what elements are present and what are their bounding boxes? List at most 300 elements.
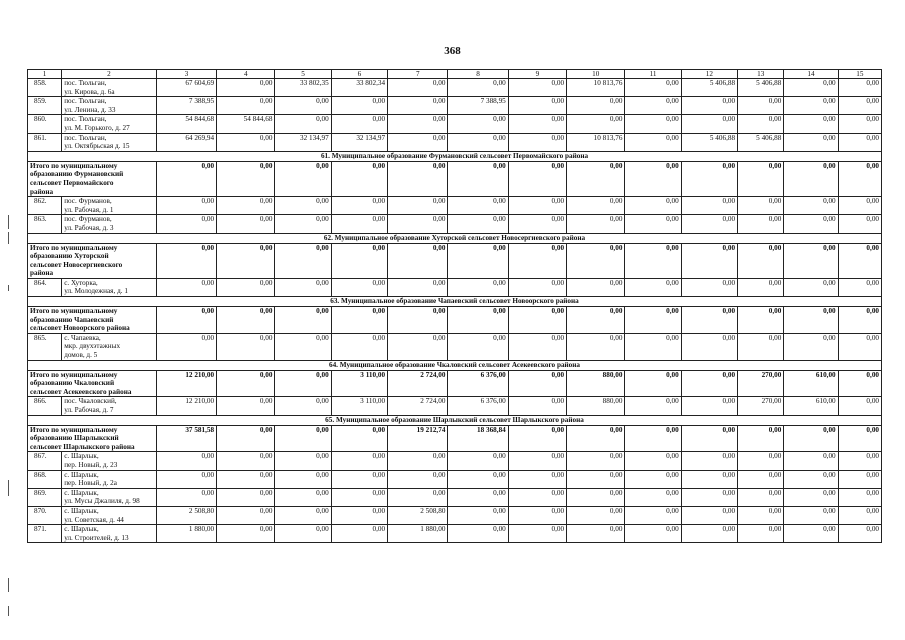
address-cell: пос. Чкаловский, ул. Рабочая, д. 7 [62,397,157,415]
table-row [28,452,882,470]
amount-cell: 0,00 [156,488,216,506]
amount-cell: 0,00 [567,470,625,488]
amount-cell: 0,00 [681,425,737,452]
amount-cell: 0,00 [275,333,331,360]
amount-cell: 0,00 [567,425,625,452]
column-number: 13 [738,70,784,79]
amount-cell: 0,00 [738,506,784,524]
amount-cell: 0,00 [508,161,566,196]
column-number: 12 [681,70,737,79]
amount-cell: 0,00 [738,470,784,488]
row-number: 871. [28,525,62,543]
amount-cell: 0,00 [217,470,275,488]
amount-cell: 0,00 [784,470,838,488]
amount-cell: 0,00 [388,470,448,488]
amount-cell: 0,00 [508,370,566,397]
subtotal-row [28,370,882,397]
amount-cell: 0,00 [681,115,737,133]
amount-cell: 0,00 [508,397,566,415]
amount-cell: 0,00 [681,97,737,115]
amount-cell: 0,00 [331,333,387,360]
amount-cell: 0,00 [508,333,566,360]
amount-cell: 6 376,00 [448,397,508,415]
amount-cell: 0,00 [838,370,881,397]
amount-cell: 12 210,00 [156,370,216,397]
column-number: 8 [448,70,508,79]
amount-cell: 0,00 [275,370,331,397]
amount-cell: 0,00 [508,197,566,215]
amount-cell: 19 212,74 [388,425,448,452]
amount-cell: 3 110,00 [331,397,387,415]
amount-cell: 0,00 [784,243,838,278]
amount-cell: 0,00 [784,115,838,133]
amount-cell: 0,00 [217,197,275,215]
amount-cell: 0,00 [331,506,387,524]
amount-cell: 270,00 [738,370,784,397]
amount-cell: 270,00 [738,397,784,415]
amount-cell: 0,00 [156,215,216,233]
amount-cell: 0,00 [331,470,387,488]
amount-cell: 0,00 [567,307,625,334]
column-number: 11 [625,70,681,79]
amount-cell: 0,00 [567,243,625,278]
amount-cell: 0,00 [156,243,216,278]
amount-cell: 0,00 [681,215,737,233]
amount-cell: 0,00 [838,525,881,543]
column-number: 15 [838,70,881,79]
amount-cell: 0,00 [331,525,387,543]
address-cell: с. Шарлык, ул. Мусы Джалиля, д. 98 [62,488,157,506]
amount-cell: 0,00 [217,425,275,452]
amount-cell: 0,00 [738,115,784,133]
amount-cell: 0,00 [625,397,681,415]
row-number: 864. [28,278,62,296]
scan-margin-mark [8,215,9,229]
amount-cell: 0,00 [838,397,881,415]
amount-cell: 0,00 [331,197,387,215]
amount-cell: 0,00 [508,452,566,470]
amount-cell: 0,00 [448,525,508,543]
subtotal-label: Итого по муниципальному образованию Чкаловский сельсовет Асекеевского района [28,370,157,397]
section-heading-row [28,360,882,370]
amount-cell: 0,00 [838,452,881,470]
amount-cell: 0,00 [275,307,331,334]
amount-cell: 0,00 [275,488,331,506]
amount-cell: 0,00 [331,278,387,296]
amount-cell: 0,00 [838,79,881,97]
row-number: 862. [28,197,62,215]
column-number: 10 [567,70,625,79]
section-heading-row [28,415,882,425]
row-number: 869. [28,488,62,506]
amount-cell: 0,00 [388,488,448,506]
amount-cell: 0,00 [784,425,838,452]
address-cell: пос. Тюльган, ул. Октябрьская д. 15 [62,133,157,151]
amount-cell: 0,00 [388,197,448,215]
amount-cell: 0,00 [448,115,508,133]
scan-margin-mark [8,232,9,244]
amount-cell: 0,00 [738,452,784,470]
amount-cell: 5 406,88 [681,133,737,151]
amount-cell: 0,00 [625,307,681,334]
amount-cell: 0,00 [448,333,508,360]
amount-cell: 0,00 [681,161,737,196]
amount-cell: 880,00 [567,370,625,397]
amount-cell: 0,00 [217,397,275,415]
amount-cell: 5 406,88 [738,79,784,97]
address-cell: пос. Тюльган, ул. М. Горького, д. 27 [62,115,157,133]
amount-cell: 0,00 [217,97,275,115]
amount-cell: 0,00 [217,307,275,334]
amount-cell: 0,00 [625,79,681,97]
amount-cell: 0,00 [838,161,881,196]
row-number: 858. [28,79,62,97]
section-heading: 64. Муниципальное образование Чкаловский сельсовет Асекеевского района [28,360,882,370]
amount-cell: 0,00 [388,243,448,278]
amount-cell: 0,00 [784,333,838,360]
subtotal-label: Итого по муниципальному образованию Шарлыкский сельсовет Шарлыкского района [28,425,157,452]
amount-cell: 0,00 [217,278,275,296]
amount-cell: 0,00 [217,525,275,543]
scan-margin-mark [8,606,9,616]
column-number: 9 [508,70,566,79]
amount-cell: 0,00 [508,425,566,452]
register-table [27,69,882,543]
amount-cell: 0,00 [448,488,508,506]
column-number: 7 [388,70,448,79]
amount-cell: 0,00 [331,488,387,506]
amount-cell: 18 368,84 [448,425,508,452]
amount-cell: 0,00 [838,425,881,452]
amount-cell: 0,00 [625,333,681,360]
amount-cell: 54 844,68 [217,115,275,133]
amount-cell: 0,00 [784,278,838,296]
column-number: 5 [275,70,331,79]
amount-cell: 0,00 [217,333,275,360]
row-number: 867. [28,452,62,470]
table-row [28,488,882,506]
address-cell: пос. Тюльган, ул. Кирова, д. 6а [62,79,157,97]
amount-cell: 33 802,34 [331,79,387,97]
amount-cell: 0,00 [681,470,737,488]
scan-margin-mark [8,578,9,592]
amount-cell: 7 388,95 [448,97,508,115]
amount-cell: 0,00 [275,97,331,115]
amount-cell: 0,00 [625,425,681,452]
amount-cell: 0,00 [625,506,681,524]
row-number: 868. [28,470,62,488]
amount-cell: 0,00 [331,425,387,452]
amount-cell: 0,00 [681,370,737,397]
amount-cell: 0,00 [508,133,566,151]
amount-cell: 0,00 [331,115,387,133]
table-row [28,278,882,296]
amount-cell: 6 376,00 [448,370,508,397]
amount-cell: 0,00 [567,525,625,543]
amount-cell: 67 604,69 [156,79,216,97]
column-number: 3 [156,70,216,79]
amount-cell: 0,00 [331,161,387,196]
amount-cell: 0,00 [156,470,216,488]
amount-cell: 0,00 [331,243,387,278]
amount-cell: 0,00 [567,506,625,524]
amount-cell: 32 134,97 [331,133,387,151]
amount-cell: 0,00 [625,215,681,233]
amount-cell: 0,00 [838,215,881,233]
amount-cell: 5 406,88 [681,79,737,97]
amount-cell: 0,00 [275,452,331,470]
amount-cell: 0,00 [275,470,331,488]
amount-cell: 0,00 [784,79,838,97]
column-number: 14 [784,70,838,79]
subtotal-label: Итого по муниципальному образованию Хуторской сельсовет Новосергиевского района [28,243,157,278]
amount-cell: 7 388,95 [156,97,216,115]
amount-cell: 0,00 [738,161,784,196]
amount-cell: 610,00 [784,397,838,415]
amount-cell: 0,00 [838,307,881,334]
amount-cell: 0,00 [508,215,566,233]
amount-cell: 0,00 [567,333,625,360]
amount-cell: 0,00 [838,115,881,133]
table-row [28,79,882,97]
amount-cell: 0,00 [838,333,881,360]
amount-cell: 0,00 [567,161,625,196]
amount-cell: 0,00 [625,133,681,151]
amount-cell: 2 724,00 [388,397,448,415]
amount-cell: 0,00 [838,243,881,278]
amount-cell: 32 134,97 [275,133,331,151]
amount-cell: 0,00 [738,97,784,115]
subtotal-row [28,425,882,452]
amount-cell: 0,00 [508,97,566,115]
subtotal-label: Итого по муниципальному образованию Фурмановский сельсовет Первомайского района [28,161,157,196]
amount-cell: 0,00 [784,215,838,233]
amount-cell: 0,00 [331,215,387,233]
amount-cell: 0,00 [784,525,838,543]
address-cell: пос. Тюльган, ул. Ленина, д. 33 [62,97,157,115]
amount-cell: 0,00 [217,452,275,470]
table-row [28,133,882,151]
amount-cell: 0,00 [217,506,275,524]
section-heading-row [28,151,882,161]
amount-cell: 0,00 [784,197,838,215]
section-heading-row [28,297,882,307]
row-number: 863. [28,215,62,233]
amount-cell: 0,00 [625,470,681,488]
amount-cell: 0,00 [784,97,838,115]
amount-cell: 0,00 [567,115,625,133]
subtotal-row [28,307,882,334]
amount-cell: 0,00 [681,307,737,334]
amount-cell: 0,00 [448,215,508,233]
amount-cell: 5 406,88 [738,133,784,151]
amount-cell: 0,00 [625,525,681,543]
amount-cell: 0,00 [448,506,508,524]
amount-cell: 880,00 [567,397,625,415]
row-number: 861. [28,133,62,151]
amount-cell: 0,00 [388,133,448,151]
amount-cell: 0,00 [625,452,681,470]
amount-cell: 0,00 [625,278,681,296]
amount-cell: 0,00 [738,488,784,506]
amount-cell: 0,00 [508,79,566,97]
amount-cell: 0,00 [681,333,737,360]
column-number-row [28,70,882,79]
amount-cell: 0,00 [625,243,681,278]
amount-cell: 0,00 [738,197,784,215]
amount-cell: 0,00 [388,161,448,196]
amount-cell: 0,00 [508,525,566,543]
amount-cell: 0,00 [217,488,275,506]
row-number: 870. [28,506,62,524]
amount-cell: 0,00 [738,278,784,296]
section-heading: 63. Муниципальное образование Чапаевский сельсовет Новоорского района [28,297,882,307]
address-cell: пос. Фурманов, ул. Рабочая, д. 1 [62,197,157,215]
amount-cell: 0,00 [738,243,784,278]
section-heading: 65. Муниципальное образование Шарлыкский сельсовет Шарлыкского района [28,415,882,425]
amount-cell: 0,00 [681,197,737,215]
amount-cell: 0,00 [275,278,331,296]
table-row [28,525,882,543]
scan-margin-mark [8,285,9,291]
amount-cell: 0,00 [738,307,784,334]
table-row [28,470,882,488]
address-cell: с. Шарлык, ул. Строителей, д. 13 [62,525,157,543]
amount-cell: 0,00 [567,488,625,506]
amount-cell: 0,00 [217,161,275,196]
amount-cell: 0,00 [448,197,508,215]
scan-margin-mark [8,480,9,496]
amount-cell: 0,00 [838,470,881,488]
amount-cell: 0,00 [508,115,566,133]
amount-cell: 0,00 [217,133,275,151]
amount-cell: 33 802,35 [275,79,331,97]
amount-cell: 0,00 [156,452,216,470]
amount-cell: 2 508,80 [388,506,448,524]
section-heading: 61. Муниципальное образование Фурмановский сельсовет Первомайского района [28,151,882,161]
amount-cell: 0,00 [388,278,448,296]
amount-cell: 0,00 [388,307,448,334]
amount-cell: 0,00 [448,133,508,151]
amount-cell: 0,00 [784,488,838,506]
amount-cell: 0,00 [567,97,625,115]
table-row [28,397,882,415]
amount-cell: 3 110,00 [331,370,387,397]
amount-cell: 0,00 [625,370,681,397]
amount-cell: 0,00 [625,161,681,196]
amount-cell: 0,00 [448,307,508,334]
amount-cell: 0,00 [625,488,681,506]
row-number: 859. [28,97,62,115]
table-row [28,333,882,360]
amount-cell: 0,00 [388,215,448,233]
amount-cell: 0,00 [784,161,838,196]
column-number: 6 [331,70,387,79]
amount-cell: 610,00 [784,370,838,397]
page-number: 368 [444,45,461,57]
amount-cell: 0,00 [681,452,737,470]
amount-cell: 0,00 [156,307,216,334]
amount-cell: 10 813,76 [567,133,625,151]
amount-cell: 0,00 [625,115,681,133]
amount-cell: 0,00 [838,97,881,115]
amount-cell: 2 508,80 [156,506,216,524]
amount-cell: 54 844,68 [156,115,216,133]
amount-cell: 0,00 [448,243,508,278]
amount-cell: 0,00 [275,161,331,196]
subtotal-label: Итого по муниципальному образованию Чапаевский сельсовет Новоорского района [28,307,157,334]
amount-cell: 0,00 [448,79,508,97]
amount-cell: 0,00 [681,397,737,415]
amount-cell: 0,00 [784,452,838,470]
amount-cell: 0,00 [784,307,838,334]
subtotal-row [28,161,882,196]
amount-cell: 0,00 [508,488,566,506]
row-number: 865. [28,333,62,360]
amount-cell: 0,00 [508,506,566,524]
amount-cell: 0,00 [388,452,448,470]
amount-cell: 0,00 [156,278,216,296]
amount-cell: 1 880,00 [156,525,216,543]
amount-cell: 0,00 [388,333,448,360]
amount-cell: 0,00 [838,488,881,506]
address-cell: пос. Фурманов, ул. Рабочая, д. 3 [62,215,157,233]
amount-cell: 64 269,94 [156,133,216,151]
amount-cell: 0,00 [838,197,881,215]
amount-cell: 0,00 [508,278,566,296]
amount-cell: 0,00 [217,243,275,278]
amount-cell: 0,00 [508,307,566,334]
amount-cell: 0,00 [448,470,508,488]
section-heading: 62. Муниципальное образование Хуторской сельсовет Новосергиевского района [28,233,882,243]
amount-cell: 0,00 [838,133,881,151]
row-number: 860. [28,115,62,133]
amount-cell: 0,00 [275,197,331,215]
amount-cell: 0,00 [681,243,737,278]
section-heading-row [28,233,882,243]
address-cell: с. Шарлык, пер. Новый, д. 2а [62,470,157,488]
amount-cell: 0,00 [388,79,448,97]
amount-cell: 0,00 [738,525,784,543]
amount-cell: 0,00 [275,243,331,278]
table-row [28,215,882,233]
amount-cell: 0,00 [217,370,275,397]
amount-cell: 0,00 [838,506,881,524]
amount-cell: 0,00 [275,506,331,524]
amount-cell: 0,00 [838,278,881,296]
column-number: 2 [62,70,157,79]
address-cell: с. Чапаевка, мкр. двухэтажных домов, д. 5 [62,333,157,360]
amount-cell: 0,00 [275,525,331,543]
amount-cell: 0,00 [567,197,625,215]
amount-cell: 0,00 [625,197,681,215]
amount-cell: 0,00 [681,506,737,524]
amount-cell: 0,00 [681,278,737,296]
amount-cell: 0,00 [738,215,784,233]
amount-cell: 0,00 [567,452,625,470]
amount-cell: 0,00 [331,97,387,115]
table-row [28,506,882,524]
amount-cell: 0,00 [625,97,681,115]
amount-cell: 0,00 [275,115,331,133]
amount-cell: 0,00 [388,97,448,115]
amount-cell: 0,00 [388,115,448,133]
amount-cell: 0,00 [738,425,784,452]
amount-cell: 0,00 [681,488,737,506]
amount-cell: 12 210,00 [156,397,216,415]
amount-cell: 0,00 [567,215,625,233]
row-number: 866. [28,397,62,415]
